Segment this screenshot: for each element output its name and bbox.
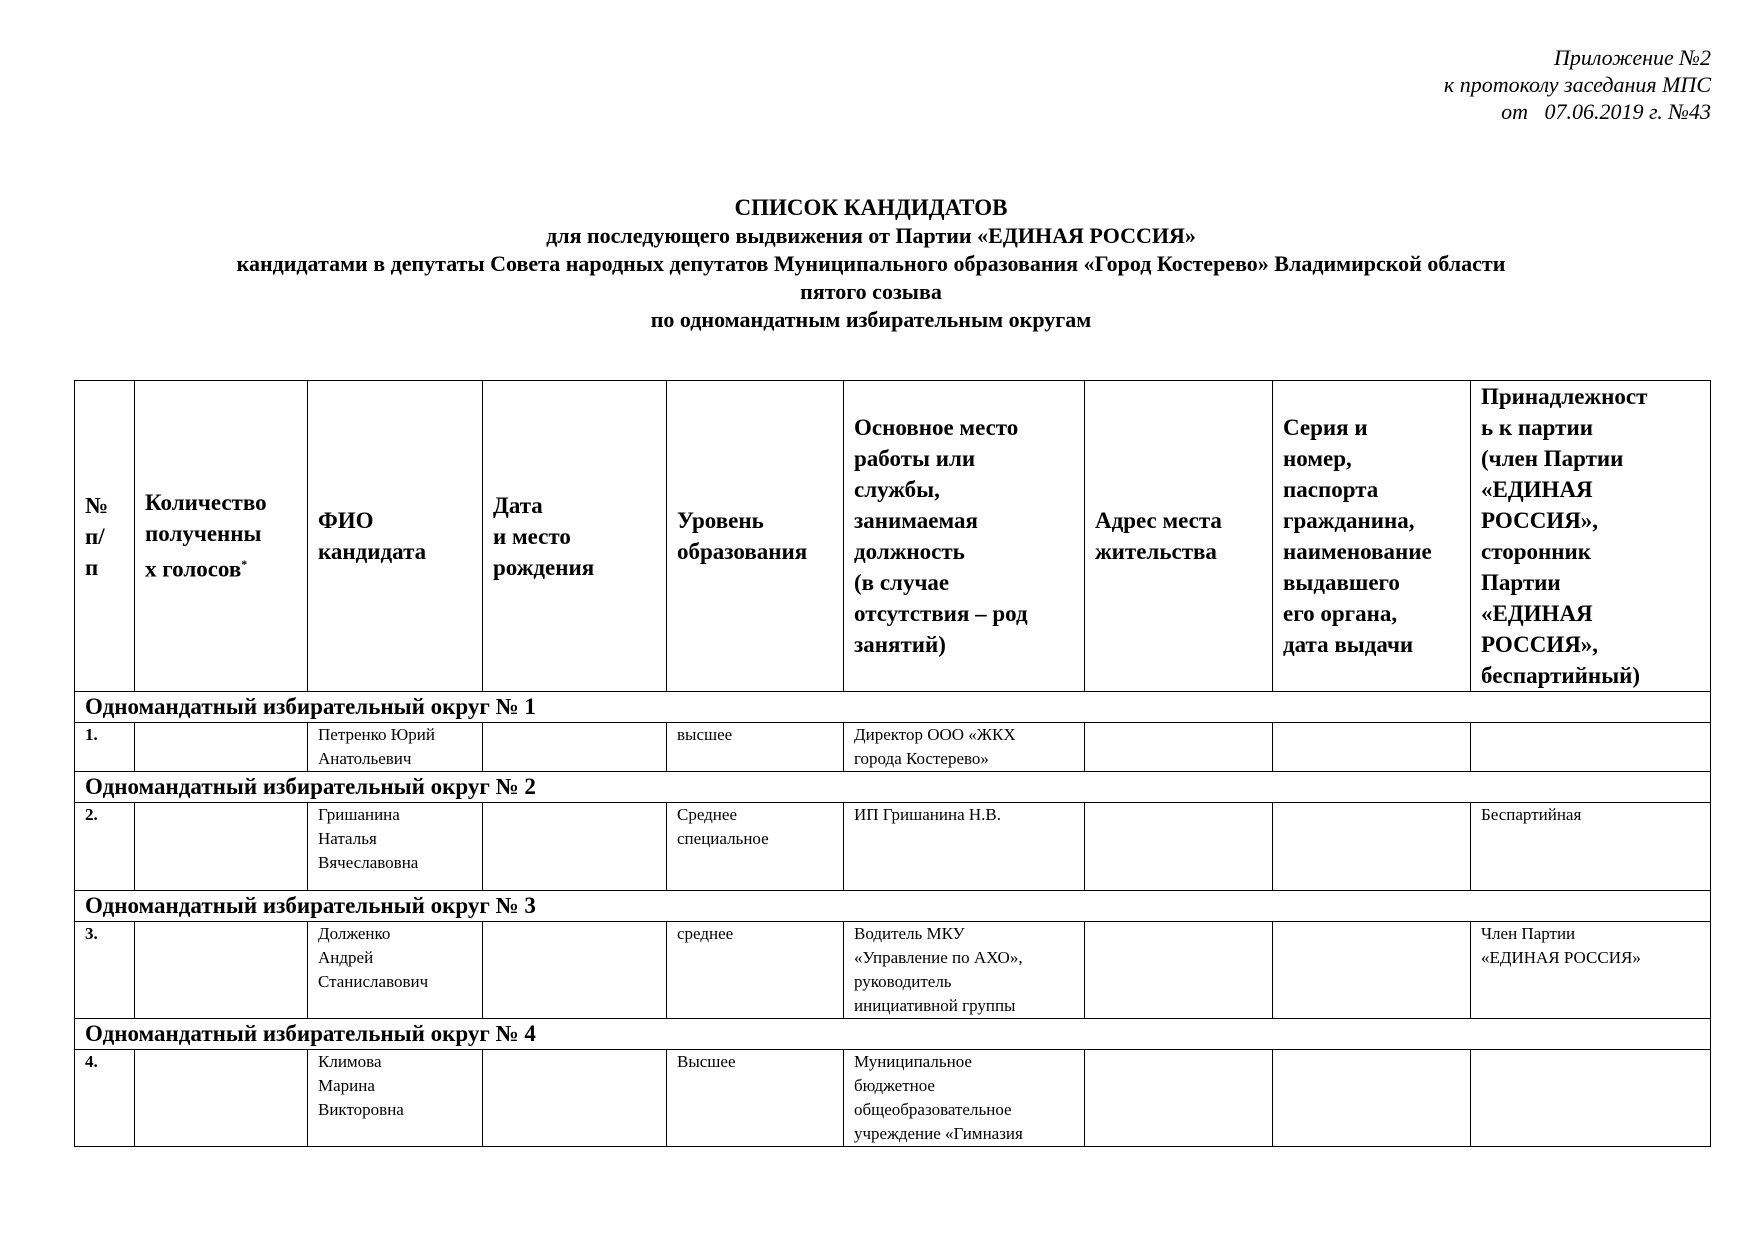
header-line: занимаемая <box>854 508 978 533</box>
header-line: наименование <box>1283 539 1432 564</box>
header-line: отсутствия – род <box>854 601 1028 626</box>
cell-line: Высшее <box>677 1052 736 1071</box>
header-work <box>844 381 1085 692</box>
title-line: по одномандатным избирательным округам <box>650 307 1092 332</box>
cell-line: Муниципальное <box>854 1052 972 1071</box>
cell-line: Марина <box>318 1076 375 1095</box>
candidate-name <box>308 922 483 1019</box>
cell-line: учреждение «Гимназия <box>854 1124 1023 1143</box>
header-line: рождения <box>493 554 595 580</box>
header-birth <box>483 381 667 692</box>
header-line: работы или <box>854 446 976 471</box>
candidate-work <box>844 803 1085 891</box>
title-line: СПИСОК КАНДИДАТОВ <box>734 195 1008 220</box>
district-title: Одномандатный избирательный округ № 3 <box>75 891 1711 922</box>
candidate-address <box>1085 803 1273 891</box>
candidate-birth <box>483 803 667 891</box>
candidate-name <box>308 1050 483 1147</box>
header-line: Уровень <box>677 508 764 533</box>
candidate-passport <box>1273 723 1471 772</box>
header-line: кандидата <box>318 539 427 564</box>
header-line: сторонник <box>1481 539 1592 564</box>
header-line: Дата <box>493 492 543 518</box>
district-row <box>75 772 1711 803</box>
cell-line: высшее <box>677 725 733 744</box>
cell-line: Вячеславовна <box>318 853 419 872</box>
candidate-number <box>75 922 135 1019</box>
district-row <box>75 891 1711 922</box>
header-votes <box>135 381 308 692</box>
candidate-passport <box>1273 922 1471 1019</box>
candidate-work <box>844 922 1085 1019</box>
cell-line: ИП Гришанина Н.В. <box>854 805 1001 824</box>
appendix-line: от 07.06.2019 г. №43 <box>1501 99 1711 124</box>
candidate-party <box>1471 723 1711 772</box>
document-title <box>66 194 1676 334</box>
header-line: № <box>85 492 109 518</box>
candidate-row <box>75 723 1711 772</box>
cell-line: 4. <box>85 1052 98 1071</box>
cell-line: Викторовна <box>318 1100 404 1119</box>
cell-line: 1. <box>85 725 98 744</box>
table-header-row <box>75 381 1711 692</box>
cell-line: Анатольевич <box>318 749 412 768</box>
header-line: выдавшего <box>1283 570 1400 595</box>
cell-line: Директор ООО «ЖКХ <box>854 725 1016 744</box>
header-line: образования <box>677 539 808 564</box>
cell-line: Андрей <box>318 948 374 967</box>
candidate-education <box>667 803 844 891</box>
district-title: Одномандатный избирательный округ № 4 <box>75 1019 1711 1050</box>
candidate-votes <box>135 1050 308 1147</box>
candidate-party <box>1471 1050 1711 1147</box>
cell-line: Петренко Юрий <box>318 725 435 744</box>
appendix-line: к протоколу заседания МПС <box>1443 72 1711 97</box>
candidate-votes <box>135 803 308 891</box>
candidate-number <box>75 803 135 891</box>
title-line: для последующего выдвижения от Партии «ЕДИНАЯ РОССИЯ» <box>546 223 1196 248</box>
header-line: гражданина, <box>1283 508 1415 533</box>
candidate-work <box>844 1050 1085 1147</box>
candidate-row <box>75 922 1711 1019</box>
candidate-party <box>1471 922 1711 1019</box>
header-line: беспартийный) <box>1481 663 1641 688</box>
header-line: номер, <box>1283 446 1352 471</box>
candidate-birth <box>483 1050 667 1147</box>
candidate-education <box>667 723 844 772</box>
title-line: кандидатами в депутаты Совета народных депутатов Муниципального образования «Город Костерево» Владимирской области <box>236 251 1506 276</box>
header-line: полученны <box>145 521 262 547</box>
header-name <box>308 381 483 692</box>
header-line: службы, <box>854 477 940 502</box>
header-line: Партии <box>1481 570 1561 595</box>
candidate-work <box>844 723 1085 772</box>
header-line: дата выдачи <box>1283 632 1414 657</box>
header-passport <box>1273 381 1471 692</box>
district-title: Одномандатный избирательный округ № 2 <box>75 772 1711 803</box>
header-line: (в случае <box>854 570 950 595</box>
header-line: РОССИЯ», <box>1481 632 1599 657</box>
header-line: п <box>85 554 99 580</box>
cell-line: бюджетное <box>854 1076 935 1095</box>
header-line: Количество <box>145 490 267 516</box>
cell-line: общеобразовательное <box>854 1100 1012 1119</box>
header-line: Адрес места <box>1095 508 1222 533</box>
candidate-passport <box>1273 1050 1471 1147</box>
header-line: х голосов* <box>145 556 248 582</box>
candidate-education <box>667 922 844 1019</box>
header-line: занятий) <box>854 632 946 657</box>
header-education <box>667 381 844 692</box>
header-number <box>75 381 135 692</box>
candidates-table <box>74 380 1711 1147</box>
header-party <box>1471 381 1711 692</box>
cell-line: руководитель <box>854 972 952 991</box>
district-row <box>75 692 1711 723</box>
candidate-votes <box>135 723 308 772</box>
header-line: жительства <box>1095 539 1217 564</box>
cell-line: Долженко <box>318 924 391 943</box>
candidate-row <box>75 803 1711 891</box>
header-line: РОССИЯ», <box>1481 508 1599 533</box>
candidate-votes <box>135 922 308 1019</box>
appendix-note <box>1444 44 1711 125</box>
cell-line: 2. <box>85 805 98 824</box>
cell-line: Климова <box>318 1052 382 1071</box>
header-line: ь к партии <box>1481 415 1593 440</box>
cell-line: Член Партии <box>1481 924 1576 943</box>
candidate-address <box>1085 723 1273 772</box>
header-line: (член Партии <box>1481 446 1624 471</box>
header-address <box>1085 381 1273 692</box>
candidate-address <box>1085 922 1273 1019</box>
cell-line: инициативной группы <box>854 996 1016 1015</box>
header-line: его органа, <box>1283 601 1398 626</box>
cell-line: специальное <box>677 829 769 848</box>
header-line: Серия и <box>1283 415 1368 440</box>
header-line: Основное место <box>854 415 1019 440</box>
cell-line: «ЕДИНАЯ РОССИЯ» <box>1481 948 1641 967</box>
candidate-number <box>75 1050 135 1147</box>
table-body <box>75 692 1711 1147</box>
cell-line: Среднее <box>677 805 737 824</box>
footnote-mark: * <box>241 557 248 572</box>
header-line: ФИО <box>318 508 374 533</box>
header-line: и место <box>493 523 571 549</box>
header-line: паспорта <box>1283 477 1379 502</box>
cell-line: Беспартийная <box>1481 805 1582 824</box>
cell-line: Наталья <box>318 829 377 848</box>
candidate-party <box>1471 803 1711 891</box>
district-row <box>75 1019 1711 1050</box>
cell-line: 3. <box>85 924 98 943</box>
header-line: должность <box>854 539 965 564</box>
candidate-birth <box>483 723 667 772</box>
candidate-name <box>308 803 483 891</box>
candidate-name <box>308 723 483 772</box>
header-line: «ЕДИНАЯ <box>1481 601 1593 626</box>
candidate-birth <box>483 922 667 1019</box>
cell-line: Водитель МКУ <box>854 924 965 943</box>
header-line: «ЕДИНАЯ <box>1481 477 1593 502</box>
cell-line: «Управление по АХО», <box>854 948 1023 967</box>
cell-line: Гришанина <box>318 805 400 824</box>
candidate-passport <box>1273 803 1471 891</box>
cell-line: среднее <box>677 924 734 943</box>
appendix-line: Приложение №2 <box>1553 45 1711 70</box>
district-title: Одномандатный избирательный округ № 1 <box>75 692 1711 723</box>
title-line: пятого созыва <box>800 279 942 304</box>
cell-line: Станиславович <box>318 972 429 991</box>
candidate-row <box>75 1050 1711 1147</box>
header-line: п/ <box>85 523 105 549</box>
candidate-address <box>1085 1050 1273 1147</box>
candidate-number <box>75 723 135 772</box>
header-line: Принадлежност <box>1481 384 1648 409</box>
candidate-education <box>667 1050 844 1147</box>
cell-line: города Костерево» <box>854 749 989 768</box>
